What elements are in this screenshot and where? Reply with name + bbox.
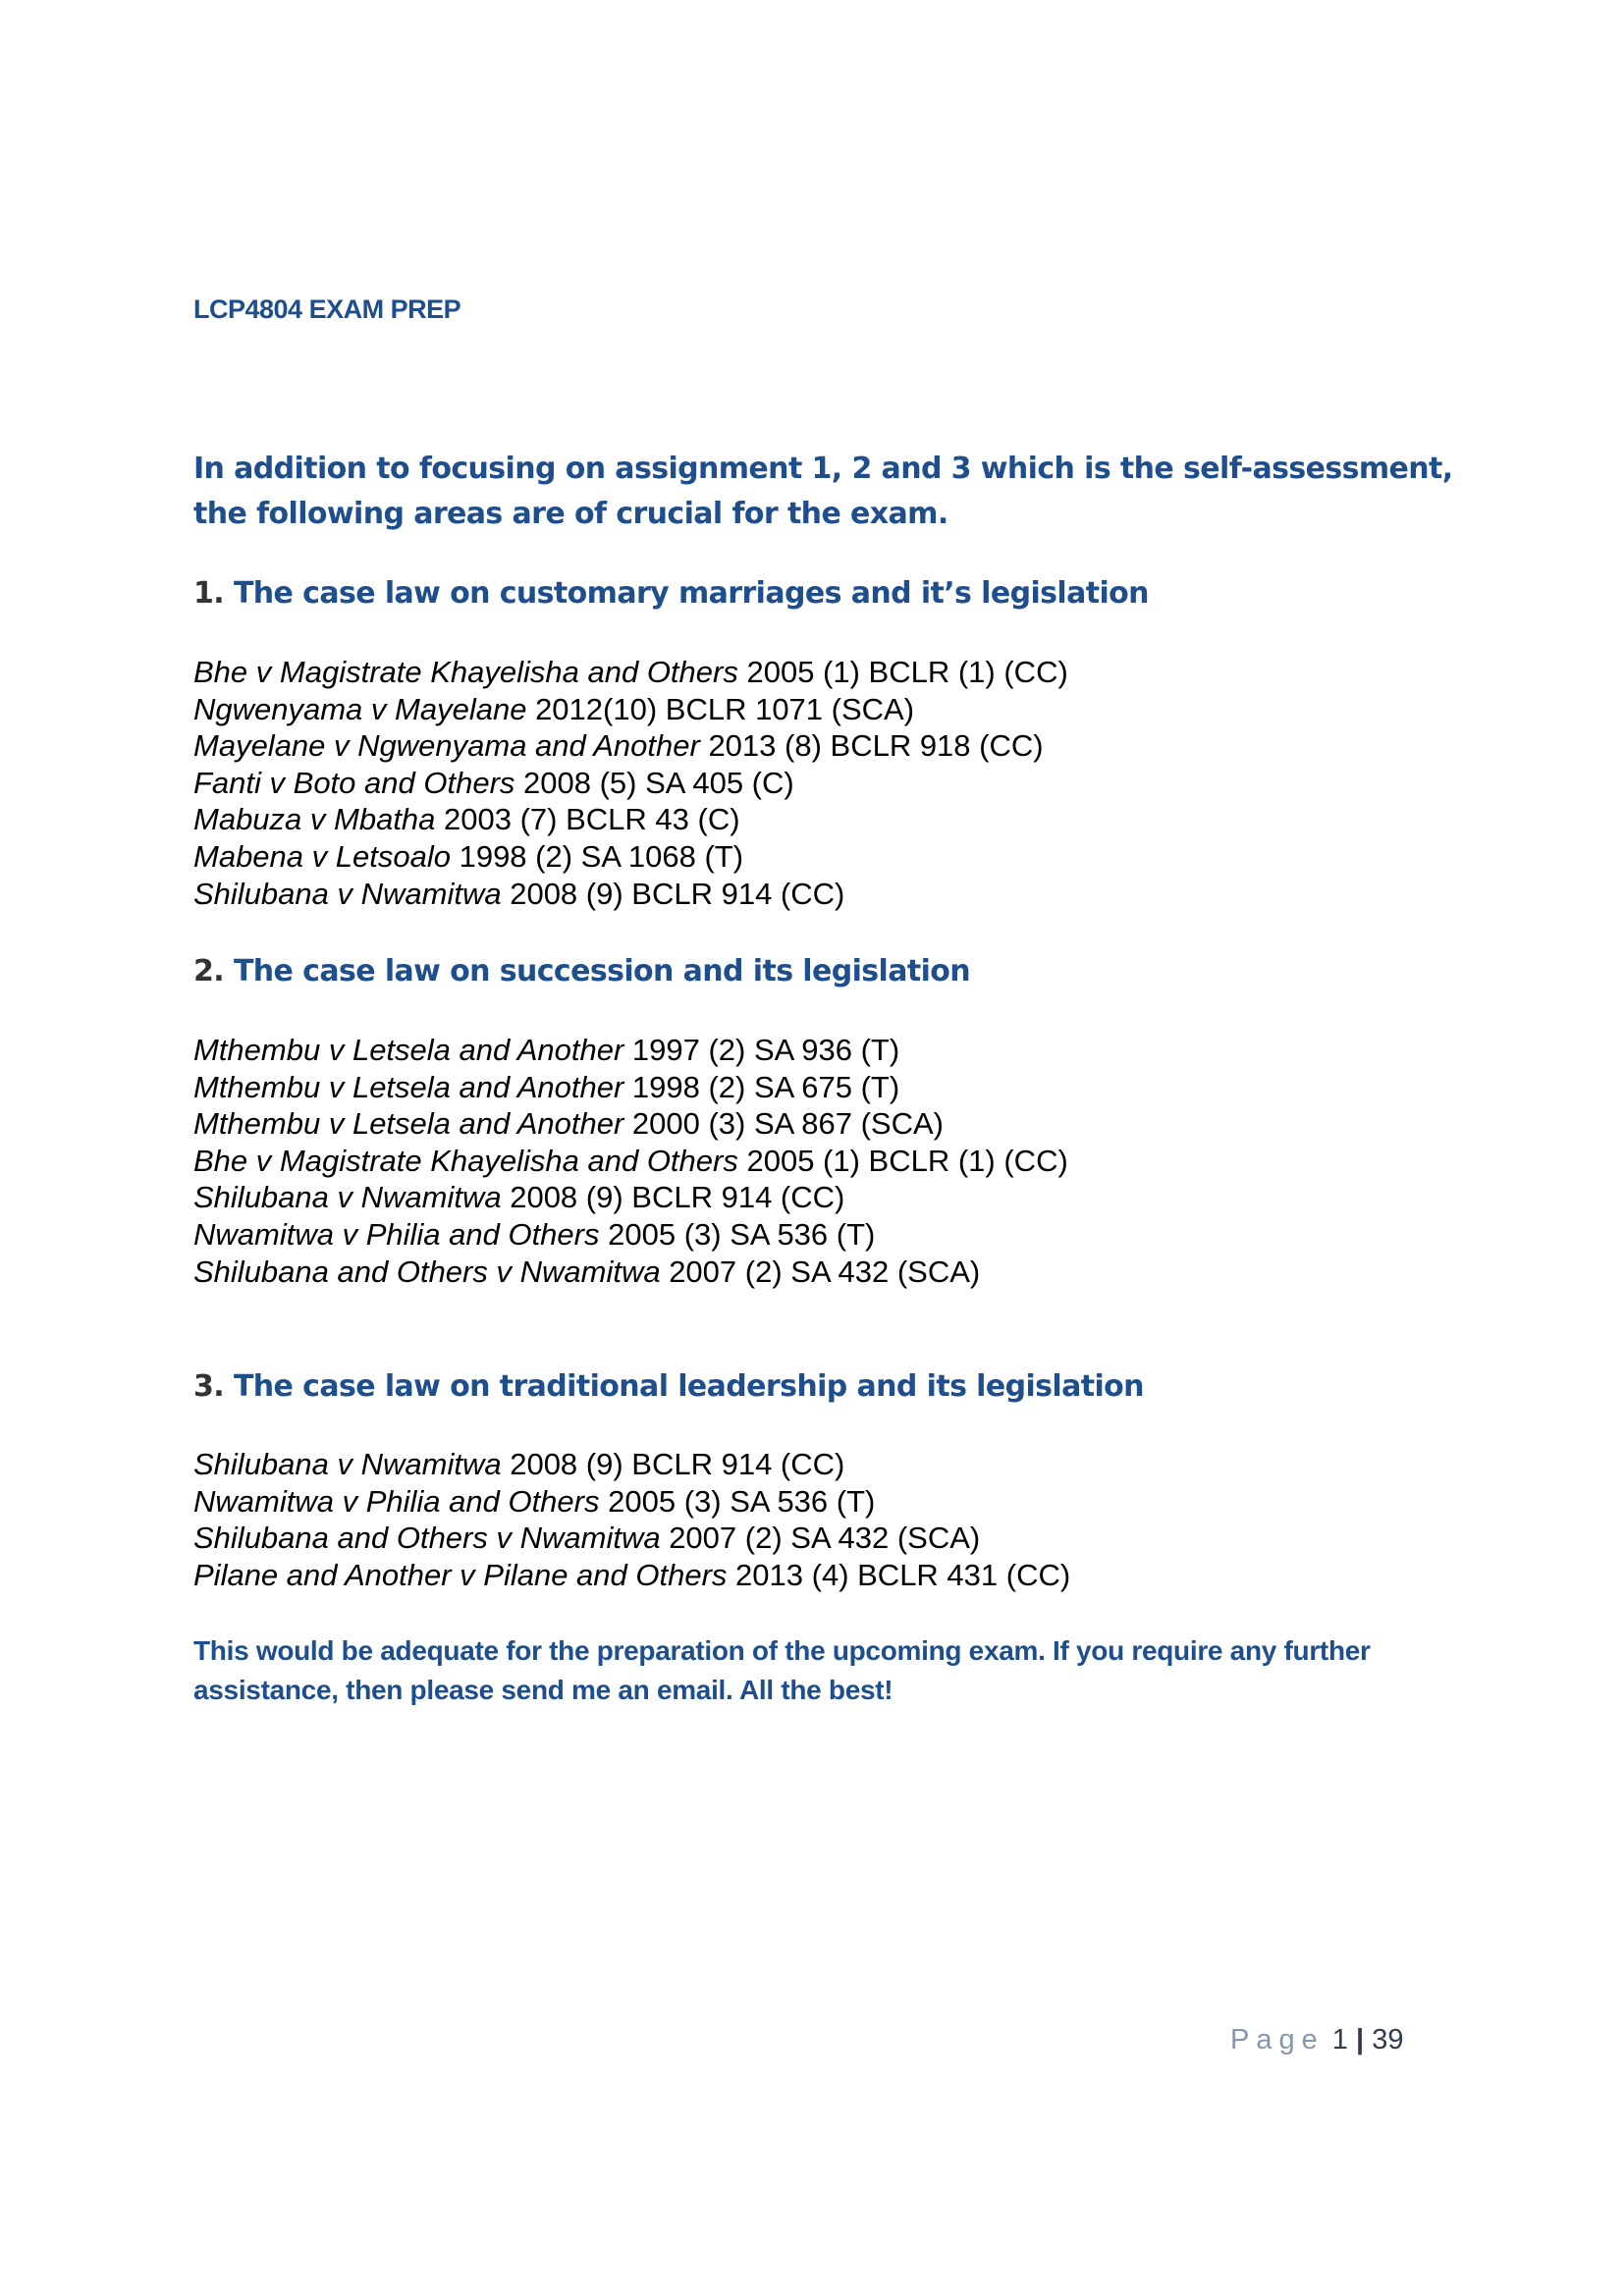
case-citation <box>193 765 1068 802</box>
case-reference: 1998 (2) SA 675 (T) <box>623 1069 900 1104</box>
case-citation <box>193 1105 1068 1143</box>
page-footer <box>1230 2024 1403 2056</box>
case-name: Pilane and Another v Pilane and Others <box>193 1557 728 1592</box>
case-reference: 2000 (3) SA 867 (SCA) <box>623 1106 944 1142</box>
case-name: Mthembu v Letsela and Another <box>193 1106 624 1142</box>
case-reference: 2012(10) BCLR 1071 (SCA) <box>526 691 915 726</box>
case-name: Nwamitwa v Philia and Others <box>193 1483 600 1519</box>
section-3-heading <box>193 1369 1144 1404</box>
page-number: 1 <box>1331 2024 1348 2056</box>
case-name: Mayelane v Ngwenyama and Another <box>193 728 700 764</box>
case-reference: 1997 (2) SA 936 (T) <box>623 1033 900 1067</box>
case-reference: 2005 (1) BCLR (1) (CC) <box>737 1143 1068 1178</box>
case-citation <box>193 1254 1068 1291</box>
case-reference: 2007 (2) SA 432 (SCA) <box>660 1521 981 1556</box>
intro-paragraph: In addition to focusing on assignment 1, 2 and 3 which is the self-assessment, the following areas are of crucial for the exam. <box>193 452 1453 531</box>
case-name: Shilubana and Others v Nwamitwa <box>193 1254 661 1289</box>
section-1-case-list <box>193 654 1068 912</box>
case-citation <box>193 727 1068 765</box>
case-name: Ngwenyama v Mayelane <box>193 691 527 726</box>
case-reference: 2007 (2) SA 432 (SCA) <box>660 1254 981 1289</box>
case-citation <box>193 1069 1068 1106</box>
section-number: 3. <box>193 1369 225 1404</box>
case-name: Bhe v Magistrate Khayelisha and Others <box>193 1143 738 1178</box>
case-citation <box>193 654 1068 691</box>
section-number: 2. <box>193 954 225 988</box>
case-reference: 2008 (5) SA 405 (C) <box>514 765 794 800</box>
case-reference: 2008 (9) BCLR 914 (CC) <box>501 1447 845 1481</box>
case-citation <box>193 1179 1068 1216</box>
section-title: The case law on traditional leadership and its legislation <box>233 1369 1144 1404</box>
case-citation <box>193 838 1068 876</box>
case-reference: 2013 (4) BCLR 431 (CC) <box>727 1557 1071 1592</box>
case-name: Mthembu v Letsela and Another <box>193 1069 624 1104</box>
case-name: Shilubana v Nwamitwa <box>193 1447 502 1481</box>
case-citation <box>193 691 1068 728</box>
case-name: Shilubana and Others v Nwamitwa <box>193 1521 661 1556</box>
case-citation <box>193 1032 1068 1069</box>
case-citation <box>193 1216 1068 1254</box>
case-reference: 2008 (9) BCLR 914 (CC) <box>501 876 845 911</box>
case-citation <box>193 1557 1070 1594</box>
case-reference: 2005 (3) SA 536 (T) <box>599 1216 876 1252</box>
case-citation <box>193 876 1068 913</box>
section-1-heading <box>193 576 1149 611</box>
case-reference: 2013 (8) BCLR 918 (CC) <box>699 728 1044 764</box>
case-name: Fanti v Boto and Others <box>193 765 515 800</box>
section-2-heading <box>193 954 970 988</box>
closing-paragraph: This would be adequate for the preparation of the upcoming exam. If you require any further assistance, then please send me an email. All the best! <box>193 1635 1371 1705</box>
case-citation <box>193 1446 1070 1483</box>
case-reference: 2008 (9) BCLR 914 (CC) <box>501 1180 845 1215</box>
case-citation <box>193 1483 1070 1521</box>
section-title: The case law on customary marriages and it’s legislation <box>233 576 1149 611</box>
section-2-case-list <box>193 1032 1068 1290</box>
case-reference: 2005 (3) SA 536 (T) <box>599 1483 876 1519</box>
case-reference: 1998 (2) SA 1068 (T) <box>450 838 744 874</box>
case-citation <box>193 1143 1068 1180</box>
page-label: Page <box>1230 2024 1325 2056</box>
case-name: Nwamitwa v Philia and Others <box>193 1216 600 1252</box>
total-pages: 39 <box>1372 2024 1404 2056</box>
case-name: Mabuza v Mbatha <box>193 802 436 837</box>
page-separator: | <box>1356 2024 1365 2056</box>
case-name: Shilubana v Nwamitwa <box>193 876 502 911</box>
case-reference: 2005 (1) BCLR (1) (CC) <box>737 655 1068 689</box>
case-name: Mthembu v Letsela and Another <box>193 1033 624 1067</box>
case-name: Mabena v Letsoalo <box>193 838 451 874</box>
case-citation <box>193 801 1068 838</box>
case-name: Shilubana v Nwamitwa <box>193 1180 502 1215</box>
case-name: Bhe v Magistrate Khayelisha and Others <box>193 655 738 689</box>
case-citation <box>193 1520 1070 1557</box>
case-reference: 2003 (7) BCLR 43 (C) <box>435 802 740 837</box>
section-title: The case law on succession and its legislation <box>233 954 971 988</box>
section-number: 1. <box>193 576 225 611</box>
document-title: LCP4804 EXAM PREP <box>193 294 461 324</box>
section-3-case-list <box>193 1446 1070 1593</box>
